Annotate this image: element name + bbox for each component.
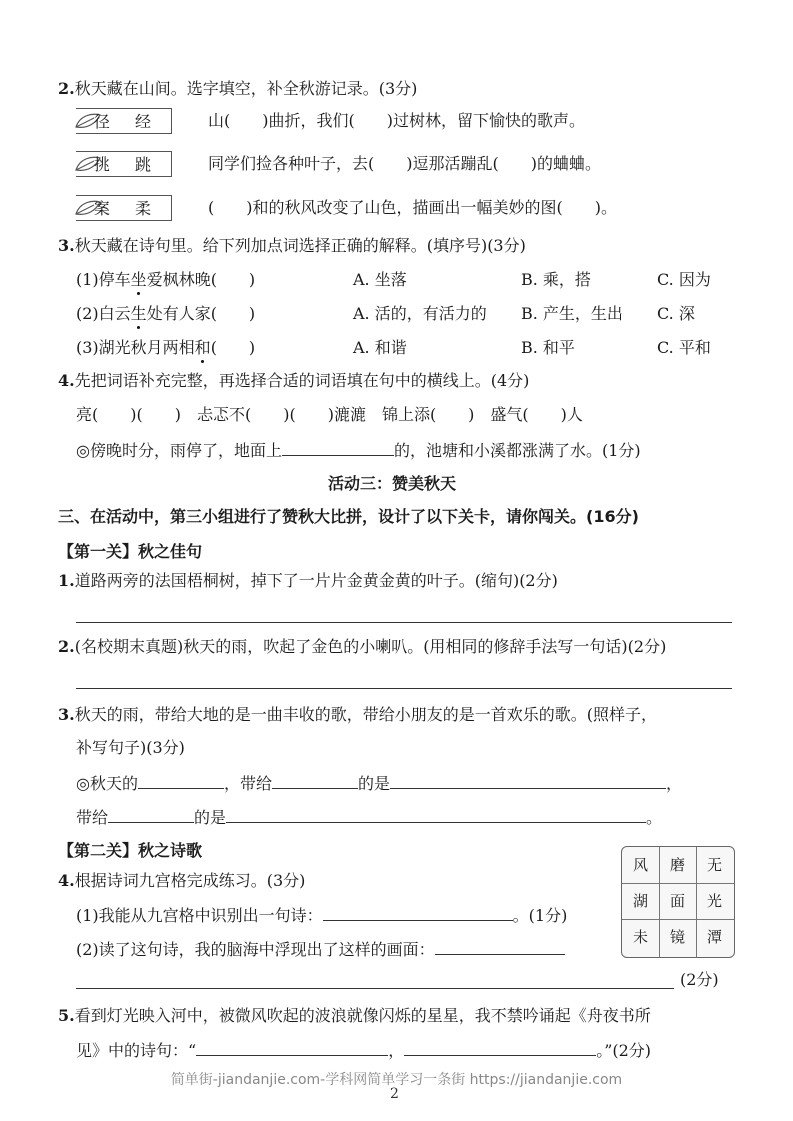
answer-line[interactable] bbox=[76, 688, 732, 689]
q3-item-text: 处有人家( ) bbox=[146, 304, 256, 323]
answer-line[interactable] bbox=[76, 622, 732, 623]
q3-item-text: (3)湖光秋月两相 bbox=[76, 338, 195, 357]
answer-blank[interactable] bbox=[390, 772, 666, 789]
grid-cell: 湖 bbox=[632, 892, 648, 910]
answer-blank[interactable] bbox=[323, 904, 513, 921]
s4-part2-text: (2)读了这句诗，我的脑海中浮现出了这样的画面： bbox=[76, 940, 435, 959]
footer-watermark: 简单街-jiandanjie.com-学科网简单学习一条街 https://jiandanjie.com bbox=[170, 1072, 623, 1088]
q4-title bbox=[58, 371, 529, 391]
page-number: 2 bbox=[390, 1086, 399, 1102]
s4-part1-score: 。(1分) bbox=[512, 906, 568, 925]
fill-text: ，带给 bbox=[223, 774, 272, 793]
grid-cell: 未 bbox=[632, 928, 648, 946]
option-a: A. 和谐 bbox=[353, 338, 407, 357]
s2-text: (名校期末真题)秋天的雨，吹起了金色的小喇叭。(用相同的修辞手法写一句话)(2分) bbox=[74, 637, 667, 656]
q4-title-text: 先把词语补充完整，再选择合适的词语填在句中的横线上。(4分) bbox=[74, 371, 530, 390]
answer-blank[interactable] bbox=[435, 938, 565, 955]
q3-title-text: 秋天藏在诗句里。给下列加点词选择正确的解释。(填序号)(3分) bbox=[74, 236, 526, 255]
s5-text: 看到灯光映入河中，被微风吹起的波浪就像闪烁的星星，我不禁吟诵起《舟夜书所 bbox=[74, 1006, 651, 1025]
grid-cell: 磨 bbox=[669, 856, 685, 874]
s3-text2: 补写句子)(3分) bbox=[76, 738, 185, 757]
fill-text: ◎秋天的 bbox=[76, 774, 138, 793]
option-a: A. 坐落 bbox=[353, 270, 407, 289]
grid-cell: 潭 bbox=[706, 928, 722, 946]
section-heading: 三、在活动中，第三小组进行了赞秋大比拼，设计了以下关卡，请你闯关。(16分) bbox=[58, 507, 639, 526]
s4-part1-text: (1)我能从九宫格中识别出一句诗： bbox=[76, 906, 323, 925]
level-heading: 【第二关】秋之诗歌 bbox=[58, 841, 203, 860]
q4-sentence-pre: ◎傍晚时分，雨停了，地面上 bbox=[76, 441, 282, 460]
s2-question bbox=[58, 637, 666, 657]
s1-question bbox=[58, 571, 558, 591]
q4-number: 4. bbox=[58, 371, 75, 390]
s3-fill-line1 bbox=[76, 772, 682, 794]
option-c: C. 深 bbox=[657, 304, 695, 323]
word-box: 挑 跳 bbox=[76, 151, 172, 177]
q4-sentence bbox=[76, 439, 641, 461]
s4-number: 4. bbox=[58, 871, 75, 890]
s4-part2 bbox=[76, 938, 565, 960]
grid-cell: 光 bbox=[706, 892, 722, 910]
dotted-word: 坐 bbox=[130, 270, 147, 289]
option-b: B. 和平 bbox=[521, 338, 575, 357]
q3-item bbox=[76, 304, 255, 324]
s2-number: 2. bbox=[58, 637, 75, 656]
option-b: B. 乘，搭 bbox=[521, 270, 591, 289]
s5-number: 5. bbox=[58, 1006, 75, 1025]
q2-sentence: 同学们捡各种叶子，去( )逗那活蹦乱( )的蛐蛐。 bbox=[208, 154, 601, 173]
q4-sentence-post: 的，池塘和小溪都涨满了水。(1分) bbox=[393, 441, 641, 460]
option-c: C. 平和 bbox=[657, 338, 711, 357]
dotted-word: 生 bbox=[130, 304, 147, 323]
q3-item-text: ( ) bbox=[210, 338, 256, 357]
option-a: A. 活的，有活力的 bbox=[353, 304, 487, 323]
s3-number: 3. bbox=[58, 705, 75, 724]
s1-text: 道路两旁的法国梧桐树，掉下了一片片金黄金黄的叶子。(缩句)(2分) bbox=[74, 571, 558, 590]
q3-item bbox=[76, 338, 255, 358]
q3-item bbox=[76, 270, 255, 290]
q2-sentence: 山( )曲折，我们( )过树林，留下愉快的歌声。 bbox=[208, 111, 585, 130]
option-b: B. 产生，生出 bbox=[521, 304, 623, 323]
q3-title bbox=[58, 236, 526, 256]
answer-line[interactable] bbox=[76, 988, 674, 989]
s1-number: 1. bbox=[58, 571, 75, 590]
s3-fill-line2 bbox=[76, 806, 662, 828]
s5-text-mid: ， bbox=[388, 1041, 405, 1060]
s4-part2-score: (2分) bbox=[680, 970, 719, 989]
s3-text: 秋天的雨，带给大地的是一曲丰收的歌，带给小朋友的是一首欢乐的歌。(照样子， bbox=[74, 705, 657, 724]
fill-text: ， bbox=[666, 774, 683, 793]
fill-text: 的是 bbox=[194, 808, 227, 827]
answer-blank[interactable] bbox=[196, 1039, 388, 1056]
q3-item-text: (2)白云 bbox=[76, 304, 131, 323]
q2-number: 2. bbox=[58, 79, 75, 98]
s5-fill bbox=[76, 1039, 651, 1061]
s4-part1 bbox=[76, 904, 567, 926]
s3-question bbox=[58, 705, 657, 725]
q3-item-text: 爱枫林晚( ) bbox=[146, 270, 256, 289]
fill-text: 。 bbox=[646, 808, 663, 827]
fill-text: 的是 bbox=[357, 774, 390, 793]
q3-item-text: (1)停车 bbox=[76, 270, 131, 289]
s5-question bbox=[58, 1006, 651, 1026]
answer-blank[interactable] bbox=[282, 439, 394, 456]
q4-words: 亮( )( ) 忐忑不( )( )漉漉 锦上添( ) 盛气( )人 bbox=[76, 405, 583, 424]
s4-question bbox=[58, 871, 305, 891]
grid-cell: 无 bbox=[706, 856, 722, 874]
grid-cell: 面 bbox=[669, 892, 685, 910]
poem-grid bbox=[621, 846, 735, 958]
answer-blank[interactable] bbox=[138, 772, 224, 789]
level-heading: 【第一关】秋之佳句 bbox=[58, 542, 203, 561]
q2-sentence: ( )和的秋风改变了山色，描画出一幅美妙的图( )。 bbox=[208, 198, 617, 217]
grid-cell: 风 bbox=[632, 856, 648, 874]
answer-blank[interactable] bbox=[226, 806, 646, 823]
s5-text-pre: 见》中的诗句：“ bbox=[76, 1041, 197, 1060]
s5-text-post: 。”(2分) bbox=[596, 1041, 652, 1060]
fill-text: 带给 bbox=[76, 808, 109, 827]
option-c: C. 因为 bbox=[657, 270, 711, 289]
q3-number: 3. bbox=[58, 236, 75, 255]
dotted-word: 和 bbox=[194, 338, 211, 357]
word-box: 径 经 bbox=[76, 108, 172, 134]
answer-blank[interactable] bbox=[108, 806, 194, 823]
answer-blank[interactable] bbox=[404, 1039, 596, 1056]
s4-text: 根据诗词九宫格完成练习。(3分) bbox=[74, 871, 306, 890]
answer-blank[interactable] bbox=[272, 772, 358, 789]
q2-title bbox=[58, 79, 417, 99]
grid-cell: 镜 bbox=[669, 928, 685, 946]
word-box: 案 柔 bbox=[76, 195, 172, 221]
q2-title-text: 秋天藏在山间。选字填空，补全秋游记录。(3分) bbox=[74, 79, 418, 98]
activity-title: 活动三：赞美秋天 bbox=[328, 474, 457, 493]
